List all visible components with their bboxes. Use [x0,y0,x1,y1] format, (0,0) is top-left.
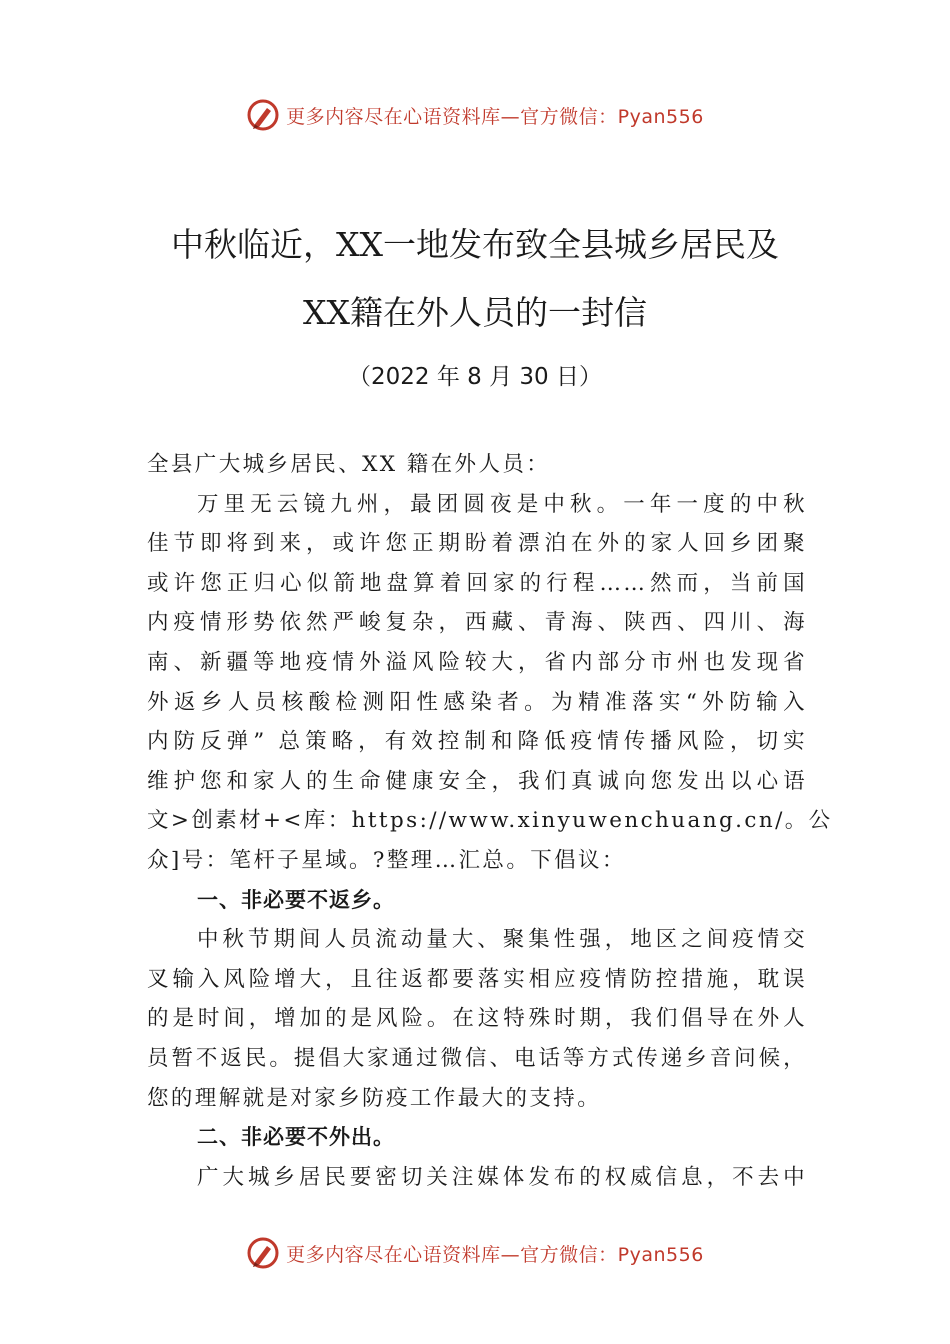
paragraph-line: 叉输入风险增大，且往返都要落实相应疫情防控措施，耽误 [147,966,807,992]
paragraph-line: 员暂不返民。提倡大家通过微信、电话等方式传递乡音问候， [147,1045,807,1071]
letter-body [147,445,833,1197]
paragraph-line: 内防反弹” 总策略，有效控制和降低疫情传播风险，切实 [147,729,807,755]
paragraph-line: 内疫情形势依然严峻复杂，西藏、青海、陕西、四川、海 [147,610,807,636]
watermark-text: 更多内容尽在心语资料库—官方微信：Pyan556 [286,105,704,128]
paragraph-line: 佳节即将到来，或许您正期盼着漂泊在外的家人回乡团聚 [147,531,807,557]
paragraph-line: 文>创素材+<库：https://www.xinyuwenchuang.cn/。公 [147,808,833,834]
watermark-text: 更多内容尽在心语资料库—官方微信：Pyan556 [286,1243,704,1266]
paragraph-line: 或许您正归心似箭地盘算着回家的行程……然而，当前国 [147,570,807,596]
paragraph-line: 广大城乡居民要密切关注媒体发布的权威信息，不去中 [197,1164,807,1190]
paragraph-line: 众]号：笔杆子星域。?整理…汇总。下倡议： [147,847,626,873]
paragraph-line: 外返乡人员核酸检测阳性感染者。为精准落实“外防输入 [147,689,807,715]
pen-logo-icon [246,98,280,132]
paragraph-line: 维护您和家人的生命健康安全，我们真诚向您发出以心语 [147,768,807,794]
footer-watermark [0,1233,950,1273]
paragraph-line: 南、新疆等地疫情外溢风险较大，省内部分市州也发现省 [147,649,807,675]
document-title-line-1: 中秋临近，XX一地发布致全县城乡居民及 [171,225,779,264]
section-heading-2: 二、非必要不外出。 [197,1125,395,1150]
header-watermark [0,95,950,135]
salutation: 全县广大城乡居民、XX 籍在外人员： [147,452,551,477]
paragraph-line: 您的理解就是对家乡防疫工作最大的支持。 [147,1085,602,1111]
paragraph-line: 中秋节期间人员流动量大、聚集性强，地区之间疫情交 [197,927,807,953]
pen-logo-icon [246,1236,280,1270]
section-heading-1: 一、非必要不返乡。 [197,887,395,912]
document-date: （2022 年 8 月 30 日） [348,364,602,390]
paragraph-line: 万里无云镜九州，最团圆夜是中秋。一年一度的中秋 [197,491,807,517]
document-title-line-2: XX籍在外人员的一封信 [303,293,647,332]
paragraph-line: 的是时间，增加的是风险。在这特殊时期，我们倡导在外人 [147,1006,807,1032]
